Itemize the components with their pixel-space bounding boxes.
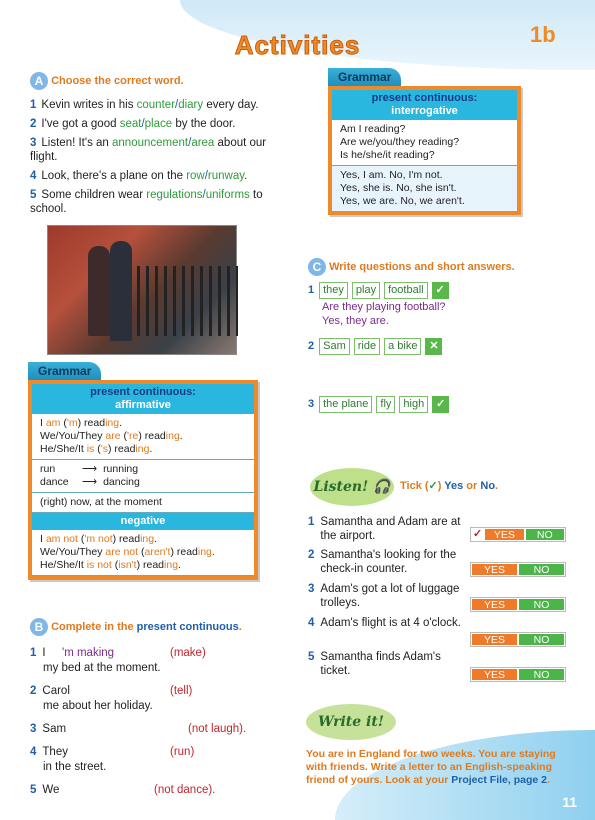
item-number: 4 [30,746,37,758]
item-number: 2 [30,685,37,697]
listen-item [308,548,470,576]
word-box: play [352,282,380,299]
grammar-segment: are not [105,546,139,558]
listen-item [308,515,470,543]
grammar-row [40,546,246,559]
item-text: by the door. [172,118,236,130]
grammar-segment: ) read [138,430,166,442]
grammar-segment: . [149,443,153,455]
grammar-segment: ing [135,443,150,455]
item-line: in the street. [43,761,107,773]
grammar-segment: am [45,417,61,429]
list-item [30,98,290,112]
item-text: every day. [203,99,259,111]
yes-no-box[interactable] [470,527,566,542]
item-line [30,783,300,798]
list-item [30,169,290,183]
item-text: Kevin writes in his [41,99,137,111]
no-option[interactable]: NO [526,529,564,540]
student-figure [110,241,132,341]
item-text: to school. [30,189,263,215]
instr-text: Complete in the [51,620,137,633]
word-box: they [319,282,348,299]
grammar-segment: ( [120,430,127,442]
grammar-segment: ) read [112,533,141,545]
spelling-row [40,463,246,476]
item-number: 4 [308,617,315,629]
option-separator: / [188,137,192,149]
option-word[interactable]: regulations [146,189,203,201]
item-text: They [42,746,68,758]
section-a [30,72,290,221]
item-text: Some children wear [41,189,147,201]
grammar-segment: is [86,443,95,455]
item-text: Adam's got a lot of luggage trolleys. [320,583,460,609]
write-it-logo [306,704,396,740]
listen-item [308,616,470,630]
grammar-segment: am not [45,533,78,545]
no-option[interactable]: NO [519,599,564,610]
base-verb: dance [40,476,69,488]
grammar-segment: are [105,430,121,442]
word-box: football [384,282,427,299]
word-prompt-row [308,282,558,299]
grammar-box [28,380,258,580]
yes-no-box[interactable] [470,632,566,647]
exercise-item [308,396,558,413]
listen-logo [310,468,394,506]
item-number: 5 [30,189,37,201]
grammar-segment: 're [126,430,139,442]
sample-question: Are they playing football? [322,301,446,314]
write-it-text: . [546,774,550,786]
section-b-instruction [51,621,242,633]
verb-prompt: (make) [170,647,206,659]
item-text: We [42,784,60,796]
spelling-row [40,476,246,489]
ing-form: dancing [103,476,140,488]
word-prompt-row [308,338,558,355]
item-text: Adam's flight is at 4 o'clock. [320,617,461,629]
students-photo [47,225,237,355]
grammar-segment: ( [94,443,101,455]
affirmative-rows [32,414,254,460]
instr-yes: Yes [444,480,464,492]
short-answer: Yes, I am. No, I'm not. [340,169,443,181]
grammar-segment: ( [138,546,145,558]
option-word[interactable]: counter [136,99,175,111]
exercise-item [30,745,300,775]
yes-no-box[interactable] [470,667,566,682]
word-box: high [399,396,428,413]
student-figure [88,246,110,336]
grammar-segment: 's [100,443,108,455]
cross-icon: ✕ [425,338,442,355]
headphones-icon: 🎧 [373,479,391,495]
grammar-heading [32,384,254,414]
item-text: Listen! It's an [41,137,113,149]
base-verb: run [40,463,56,475]
grammar-heading-line1: present continuous: [371,92,478,104]
instr-text: or [463,480,481,492]
word-box: fly [376,396,395,413]
listen-item [308,582,470,610]
grammar-segment: 'm not [84,533,113,545]
check-mark: ✓ [473,528,483,540]
grammar-segment: . [119,417,122,429]
word-box: the plane [319,396,372,413]
grammar-row [40,559,246,572]
verb-prompt: (not dance). [154,784,216,796]
word-prompt-row [308,396,558,413]
grammar-segment: ing [105,417,120,429]
item-text: Samantha and Adam are at the airport. [320,516,461,542]
instr-text: ) [437,480,445,492]
verb-prompt: (not laugh). [188,723,247,735]
section-a-list [30,98,290,216]
page-number: 11 [562,794,577,810]
grammar-segment: ( [77,533,85,545]
item-text: Look, there's a plane on the [41,170,187,182]
section-c [308,258,568,284]
grammar-segment: ) read [107,443,136,455]
verb-prompt: (run) [170,746,195,758]
spelling-rows [32,460,254,493]
option-word[interactable]: uniforms [205,189,250,201]
item-line [30,722,300,737]
grammar-segment: 'm [66,417,78,429]
grammar-interrogative [328,68,521,215]
item-number: 3 [30,723,37,735]
list-item [30,117,290,131]
option-word[interactable]: place [144,118,173,130]
exercise-item [30,646,300,676]
word-box: Sam [319,338,350,355]
no-option[interactable]: NO [519,564,564,575]
negative-heading [32,513,254,530]
project-file-link[interactable]: Project File, page 2 [451,774,547,786]
grammar-segment: ) read [77,417,106,429]
word-box: ride [354,338,380,355]
item-number: 3 [308,398,315,411]
grammar-segment: I [40,533,46,545]
write-it-task [306,748,564,787]
item-text: Samantha finds Adam's ticket. [320,651,441,677]
yes-option[interactable]: YES [472,564,517,575]
instr-no: No [480,480,496,492]
exercise-item [30,722,300,737]
tick-icon: ✓ [428,480,438,492]
section-a-instruction: Choose the correct word. [51,74,184,87]
item-line [30,684,300,699]
item-text: I've got a good [41,118,120,130]
item-number: 5 [30,784,37,796]
answer-field[interactable]: 'm making [62,647,115,659]
sample-answer: Yes, they are. [322,315,389,328]
item-number: 1 [30,647,37,659]
grammar-heading-line1: present continuous: [90,386,196,398]
option-word[interactable]: runway [207,170,245,182]
item-text: Sam [42,723,67,735]
write-it-logo-text: Write it! [318,714,384,730]
item-text: . [244,170,248,182]
grammar-segment: ing [140,533,155,545]
exercise-item [30,783,300,798]
ing-form: running [103,463,139,475]
grammar-segment: ) read [136,559,165,571]
yes-no-box[interactable] [470,562,566,577]
yes-option[interactable]: YES [485,529,523,540]
item-line [30,745,300,760]
grammar-row [40,443,246,456]
item-number: 2 [30,118,37,130]
grammar-tab: Grammar [28,362,101,380]
option-word[interactable]: row [186,170,205,182]
yes-option[interactable]: YES [472,634,517,645]
option-word[interactable]: announcement [112,137,189,149]
grammar-segment: ( [111,559,119,571]
grammar-segment: ing [164,559,179,571]
question-forms [332,120,517,166]
grammar-segment: . [154,533,158,545]
instr-text: . [238,620,242,633]
railing [128,266,238,336]
item-text: Samantha's looking for the check-in counter. [320,549,457,575]
exercise-item [30,684,300,714]
list-item [30,136,290,164]
tick-icon: ✓ [432,396,449,413]
negative-rows [32,530,254,576]
item-text: I [42,647,46,659]
option-word[interactable]: diary [178,99,204,111]
grammar-segment: . [179,430,183,442]
section-b-list [30,646,300,798]
word-box: a bike [384,338,421,355]
listen-instruction [400,479,498,492]
option-separator: / [175,99,179,111]
short-answer: Yes, she is. No, she isn't. [340,182,457,194]
grammar-tab: Grammar [328,68,401,86]
grammar-segment: . [178,559,181,571]
item-number: 5 [308,651,315,663]
verb-prompt: (tell) [170,685,193,697]
grammar-row [40,533,246,546]
grammar-segment: ) read [170,546,198,558]
grammar-heading [332,90,517,120]
item-number: 1 [308,284,315,297]
yes-no-box[interactable] [470,597,566,612]
option-word[interactable]: area [191,137,215,149]
item-number: 1 [30,99,37,111]
item-text: Carol [42,685,70,697]
page-title: Activities [234,30,361,60]
grammar-segment: is not [86,559,112,571]
grammar-heading-line2: interrogative [391,105,458,117]
option-separator: / [141,118,145,130]
section-a-badge: A [30,72,48,90]
grammar-segment: ing [197,546,212,558]
section-b-badge: B [30,618,48,636]
grammar-segment: ing [165,430,180,442]
short-answers [332,166,517,211]
item-line: me about her holiday. [43,700,153,712]
item-number: 3 [308,583,315,595]
yes-option[interactable]: YES [472,599,517,610]
option-separator: / [202,189,206,201]
section-c-badge: C [308,258,326,276]
list-item [30,188,290,216]
arrow-icon: ⟶ [82,476,98,488]
arrow-icon: ⟶ [82,463,98,475]
grammar-segment: He/She/It [40,443,87,455]
no-option[interactable]: NO [519,634,564,645]
item-line: my bed at the moment. [43,662,161,674]
section-b [30,618,300,806]
grammar-segment: . [211,546,215,558]
negative-heading-text: negative [120,515,166,527]
grammar-segment: He/She/It [40,559,87,571]
question-form: Is he/she/it reading? [340,149,435,161]
item-number: 4 [30,170,37,182]
grammar-box [328,86,521,215]
unit-label: 1b [530,22,556,47]
instr-text: . [495,480,499,492]
grammar-segment: ( [60,417,67,429]
grammar-segment: We/You/They [40,546,106,558]
tick-icon: ✓ [432,282,449,299]
listen-logo-text: Listen! [313,479,369,495]
item-number: 2 [308,549,315,561]
question-form: Are we/you/they reading? [340,136,460,148]
section-c-instruction: Write questions and short answers. [329,260,515,273]
grammar-row [40,430,246,443]
no-option[interactable]: NO [519,669,564,680]
item-line [30,646,300,661]
question-form: Am I reading? [340,123,406,135]
instr-highlight: present continuous [136,620,239,633]
grammar-segment: isn't [118,559,137,571]
grammar-segment: I [40,417,46,429]
grammar-segment: aren't [144,546,171,558]
instr-text: Tick ( [400,480,429,492]
exercise-item [308,338,558,355]
grammar-affirmative [28,362,258,580]
grammar-heading-line2: affirmative [115,399,171,411]
item-number: 1 [308,516,315,528]
short-answer: Yes, we are. No, we aren't. [340,195,465,207]
yes-option[interactable]: YES [472,669,517,680]
time-expressions: (right) now, at the moment [32,493,254,513]
listen-item [308,650,470,678]
grammar-segment: We/You/They [40,430,106,442]
item-number: 3 [30,137,37,149]
item-number: 2 [308,340,315,353]
item-text: about our flight. [30,137,267,163]
option-separator: / [204,170,208,182]
exercise-item [308,282,558,327]
option-word[interactable]: seat [119,118,142,130]
grammar-row [40,417,246,430]
write-it-text: You are in England for two weeks. You are staying with friends. Write a letter to an English-speaking friend of yours. Look at your [306,748,556,786]
